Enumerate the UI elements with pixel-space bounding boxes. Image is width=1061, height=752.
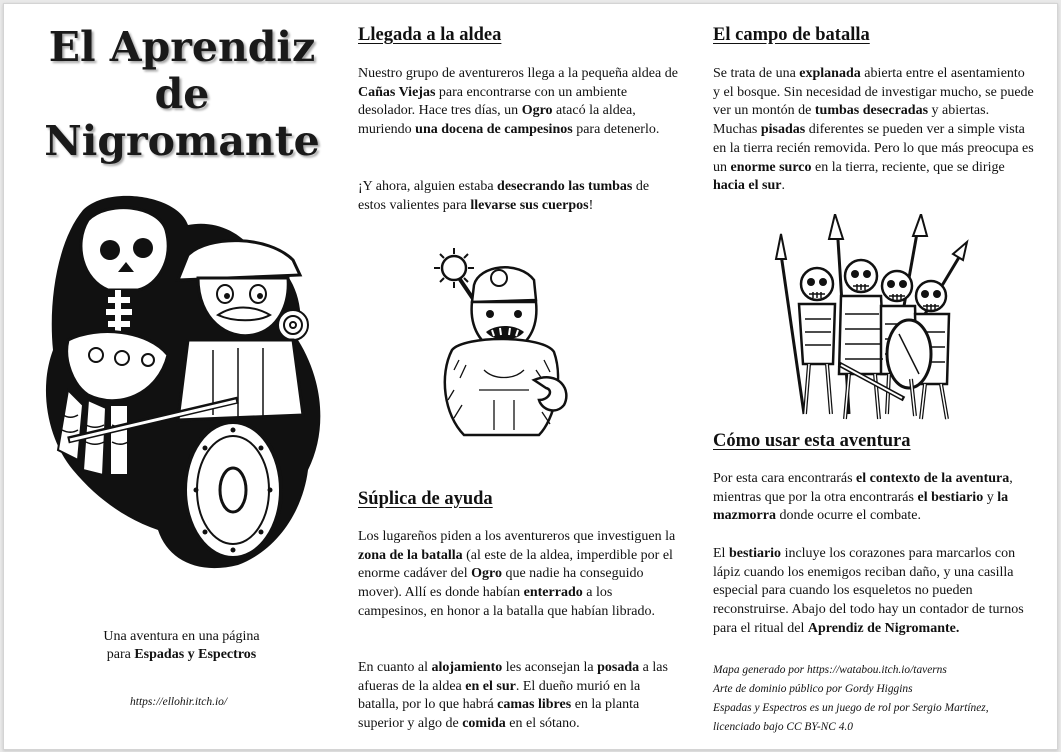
bold-text: una docena de campesinos: [415, 122, 573, 138]
text-run: atacó la aldea, muriendo: [358, 103, 636, 138]
heading-llegada: Llegada a la aldea: [358, 25, 502, 45]
bold-text: Aprendiz de Nigromante.: [807, 620, 960, 636]
bold-text: enorme surco: [730, 159, 812, 175]
bold-text: en el sur: [465, 678, 516, 694]
text-run: abierta entre el asentamiento y el bosque. Sin necesidad de investigar mucho, se puede ver un montón de: [713, 66, 1034, 119]
como-paragraph-1: [713, 470, 1035, 526]
bold-text: desecrando las tumbas: [497, 179, 633, 194]
skeleton-and-adventurer-illustration: [38, 190, 338, 575]
text-run: (al este de la aldea, imperdible por el enorme cadáver del: [358, 547, 673, 582]
bold-text: posada: [597, 660, 640, 675]
text-run: . El dueño murió en la batalla, por lo que habrá: [358, 678, 641, 713]
text-run: de estos valientes para: [358, 179, 650, 213]
bold-text: el bestiario: [917, 489, 984, 505]
text-run: en la tierra, reciente, que se dirige: [811, 159, 1005, 175]
bold-text: alojamiento: [431, 660, 503, 675]
text-run: Los lugareños piden a los aventureros que investiguen la: [358, 529, 676, 544]
bold-text: bestiario: [728, 546, 782, 561]
text-run: para encontrarse con un ambiente desolador. Hace tres días, un: [358, 84, 628, 119]
cover-caption: [74, 628, 289, 664]
bold-text: Cañas Viejas: [358, 84, 436, 100]
campo-paragraph-1: [713, 65, 1035, 196]
credit-map: Mapa generado por https://watabou.itch.io/taverns: [713, 664, 947, 676]
text-run: incluye los corazones para marcarlos con lápiz cuando los enemigos reciban daño, y una casilla especial para cuando los esqueletos no pueden reconstruirse. Abajo del todo hay un contador de turnos para el ritual del: [713, 546, 1024, 636]
text-run: Nuestro grupo de aventureros llega a la pequeña aldea de: [358, 66, 678, 81]
text-run: y: [983, 489, 998, 505]
bold-text: pisadas: [760, 122, 806, 138]
text-run: a las afueras de la aldea: [358, 660, 668, 694]
caption-prefix: para: [106, 647, 135, 662]
bold-text: zona de la batalla: [358, 547, 463, 563]
suplica-paragraph-1: [358, 528, 678, 622]
como-paragraph-2: [713, 545, 1035, 639]
bold-text: hacia el sur: [713, 178, 782, 194]
llegada-paragraph-2: [358, 178, 678, 215]
text-run: que nadie ha conseguido mover). Allí es donde habían: [358, 566, 644, 601]
game-name: Espadas y Espectros: [134, 647, 257, 662]
text-run: Se trata de una: [713, 66, 800, 81]
credit-license: licenciado bajo CC BY-NC 4.0: [713, 721, 853, 733]
text-run: El: [713, 546, 729, 561]
heading-como: Cómo usar esta aventura: [713, 431, 911, 451]
heading-suplica: Súplica de ayuda: [358, 489, 493, 509]
text-run: les aconsejan la: [502, 660, 598, 675]
text-run: , mientras que por la otra encontrarás: [713, 471, 1013, 505]
bold-text: Ogro: [521, 103, 553, 119]
title-line-3: Nigromante: [44, 117, 320, 165]
text-run: donde ocurre el combate.: [775, 508, 921, 524]
author-url: https://ellohir.itch.io/: [130, 696, 228, 708]
adventure-page: [3, 3, 1058, 750]
suplica-paragraph-2: [358, 659, 678, 734]
caption-line-1: Una aventura en una página: [103, 629, 260, 644]
skeleton-army-illustration: [769, 214, 969, 424]
text-run: para detenerlo.: [572, 122, 660, 138]
bold-text: la mazmorra: [713, 489, 1009, 524]
bold-text: Ogro: [471, 566, 502, 582]
credit-art: Arte de dominio público por Gordy Higgins: [713, 683, 913, 695]
credit-game: Espadas y Espectros es un juego de rol por Sergio Martínez,: [713, 702, 989, 714]
text-run: en la planta superior y algo de: [358, 697, 640, 732]
text-run: Por esta cara encontrarás: [713, 471, 857, 486]
bold-text: llevarse sus cuerpos: [470, 197, 589, 213]
heading-campo: El campo de batalla: [713, 25, 870, 45]
text-run: y abiertas. Muchas: [713, 103, 990, 138]
text-run: diferentes se pueden ver a simple vista en la tierra recién removida. Pero lo que más preocupa es un: [713, 122, 1034, 175]
text-run: en el sótano.: [505, 716, 580, 732]
text-run: !: [588, 197, 594, 213]
bold-text: camas libres: [497, 697, 572, 713]
text-run: .: [781, 178, 785, 194]
caption-line-2: [74, 646, 289, 664]
credits: [713, 661, 1043, 737]
bold-text: tumbas desecradas: [814, 103, 929, 119]
title-line-1: El Aprendiz: [48, 23, 316, 71]
bold-text: comida: [462, 716, 506, 732]
page-title: [22, 24, 342, 165]
bold-text: explanada: [799, 66, 861, 81]
bold-text: el contexto de la aventura: [856, 471, 1010, 486]
text-run: En cuanto al: [358, 660, 432, 675]
bold-text: enterrado: [523, 585, 583, 601]
ogre-illustration: [424, 240, 572, 440]
text-run: a los campesinos, en honor a la batalla que habían librado.: [358, 585, 656, 619]
title-line-2: de: [154, 70, 210, 118]
text-run: ¡Y ahora, alguien estaba: [358, 179, 498, 194]
llegada-paragraph-1: [358, 65, 678, 140]
